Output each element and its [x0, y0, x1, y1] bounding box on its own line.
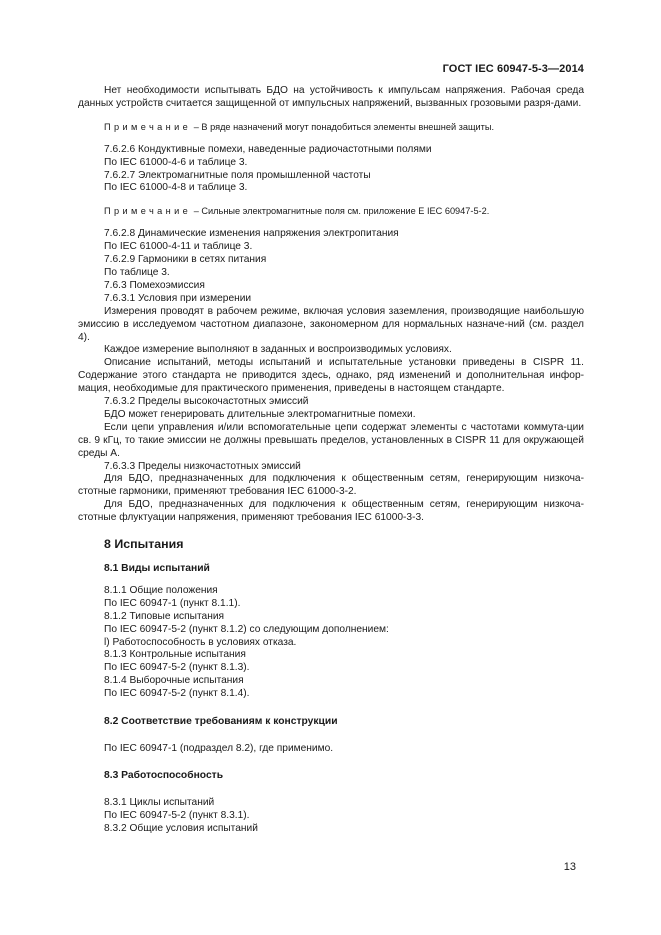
- spacer: [78, 783, 584, 797]
- document-body: [78, 85, 584, 836]
- note-text: – В ряде назначений могут понадобиться элементы внешней защиты.: [191, 121, 495, 132]
- list-item: l) Работоспособность в условиях отказа.: [104, 636, 297, 648]
- paragraph-measurement: Измерения проводят в рабочем режиме, включая условия заземления, производящие наибольшую эмиссию в исследуемом частотном диапазоне, закономерном для нормальных назначе-ний (см. раздел 4).: [78, 305, 584, 343]
- list-item: 8.3.1 Циклы испытаний: [104, 796, 215, 808]
- section-8-1-title: 8.1 Виды испытаний: [104, 563, 210, 574]
- list-item: 8.1.4 Выборочные испытания: [104, 675, 244, 687]
- heading-hf-limits: 7.6.3.2 Пределы высокочастотных эмиссий: [104, 396, 309, 408]
- list-item: По IEC 60947-5-2 (пункт 8.1.3).: [104, 662, 250, 674]
- section-8-2-title: 8.2 Соответствие требованиям к конструкции: [104, 716, 338, 728]
- note-label: Примечание: [104, 206, 192, 217]
- paragraph-impulse: Нет необходимости испытывать БДО на устойчивость к импульсам напряжения. Рабочая среда данных устройств считается защищенной от импульсных напряжений, вызванных грозовыми разря-дами.: [78, 85, 584, 109]
- block-7626: [78, 144, 584, 196]
- list-item: 7.6.2.6 Кондуктивные помехи, наведенные радиочастотными полями: [104, 143, 432, 155]
- page-number: 13: [563, 861, 576, 873]
- paragraph-82: По IEC 60947-1 (подраздел 8.2), где применимо.: [104, 742, 334, 754]
- paragraph-description: Описание испытаний, методы испытаний и испытательные установки приведены в CISPR 11. Содержание этого стандарта не приводится здесь, однако, ряд изменений и дополнительная инфор-мация, необходимые для практического применения, приведены в настоящем стандарте.: [78, 357, 584, 395]
- block-7628: [78, 228, 584, 305]
- list-item: 7.6.3 Помехоэмиссия: [104, 279, 205, 291]
- heading-lf-limits: 7.6.3.3 Пределы низкочастотных эмиссий: [104, 460, 301, 472]
- spacer: [78, 729, 584, 743]
- list-item: 7.6.2.9 Гармоники в сетях питания: [104, 254, 267, 266]
- section-8-title: 8 Испытания: [104, 537, 184, 552]
- list-item: 8.1.2 Типовые испытания: [104, 610, 225, 622]
- paragraph-control-circuits: Если цепи управления и/или вспомогательные цепи содержат элементы с частотами коммута-ции св. 9 кГц, то такие эмиссии не должны превышать пределов, установленных в CISPR 11 для окружающей среды А.: [78, 421, 584, 459]
- paragraph-flicker: Для БДО, предназначенных для подключения к общественным сетям, генерирующим низкоча-стотные флуктуации напряжения, применяют требования IEC 61000-3-3.: [78, 499, 584, 524]
- spacer: [78, 576, 584, 585]
- paragraph-bdo-interference: БДО может генерировать длительные электромагнитные помехи.: [104, 408, 416, 420]
- block-81: [78, 585, 584, 701]
- list-item: 7.6.2.7 Электромагнитные поля промышленной частоты: [104, 169, 371, 181]
- list-item: 8.1.1 Общие положения: [104, 584, 218, 596]
- note-label: Примечание: [104, 121, 192, 132]
- list-item: 7.6.2.8 Динамические изменения напряжения электропитания: [104, 228, 399, 240]
- list-item: По IEC 61000-4-6 и таблице 3.: [104, 156, 248, 168]
- list-item: По IEC 61000-4-8 и таблице 3.: [104, 182, 248, 194]
- section-8-3-title: 8.3 Работоспособность: [104, 769, 224, 781]
- list-item: 8.1.3 Контрольные испытания: [104, 649, 246, 661]
- list-item: 8.3.2 Общие условия испытаний: [104, 822, 258, 834]
- paragraph-each-measurement: Каждое измерение выполняют в заданных и воспроизводимых условиях.: [104, 344, 452, 356]
- list-item: По IEC 60947-5-2 (пункт 8.1.4).: [104, 688, 250, 700]
- list-item: По IEC 60947-1 (пункт 8.1.1).: [104, 597, 241, 609]
- standard-header: ГОСТ IEC 60947-5-3—2014: [442, 63, 584, 75]
- note-text: – Сильные электромагнитные поля см. приложение Е IEC 60947-5-2.: [191, 206, 490, 217]
- list-item: По таблице 3.: [104, 266, 170, 278]
- list-item: По IEC 60947-5-2 (пункт 8.3.1).: [104, 809, 250, 821]
- list-item: По IEC 61000-4-11 и таблице 3.: [104, 241, 253, 253]
- list-item: По IEC 60947-5-2 (пункт 8.1.2) со следующим дополнением:: [104, 623, 389, 635]
- note-em-fields: [78, 205, 584, 218]
- list-item: 7.6.3.1 Условия при измерении: [104, 292, 252, 304]
- block-83: [78, 797, 584, 836]
- note-external-protection: [78, 121, 584, 134]
- paragraph-harmonics: Для БДО, предназначенных для подключения к общественным сетям, генерирующим низкоча-стотные гармоники, применяют требования IEC 61000-3-2.: [78, 473, 584, 498]
